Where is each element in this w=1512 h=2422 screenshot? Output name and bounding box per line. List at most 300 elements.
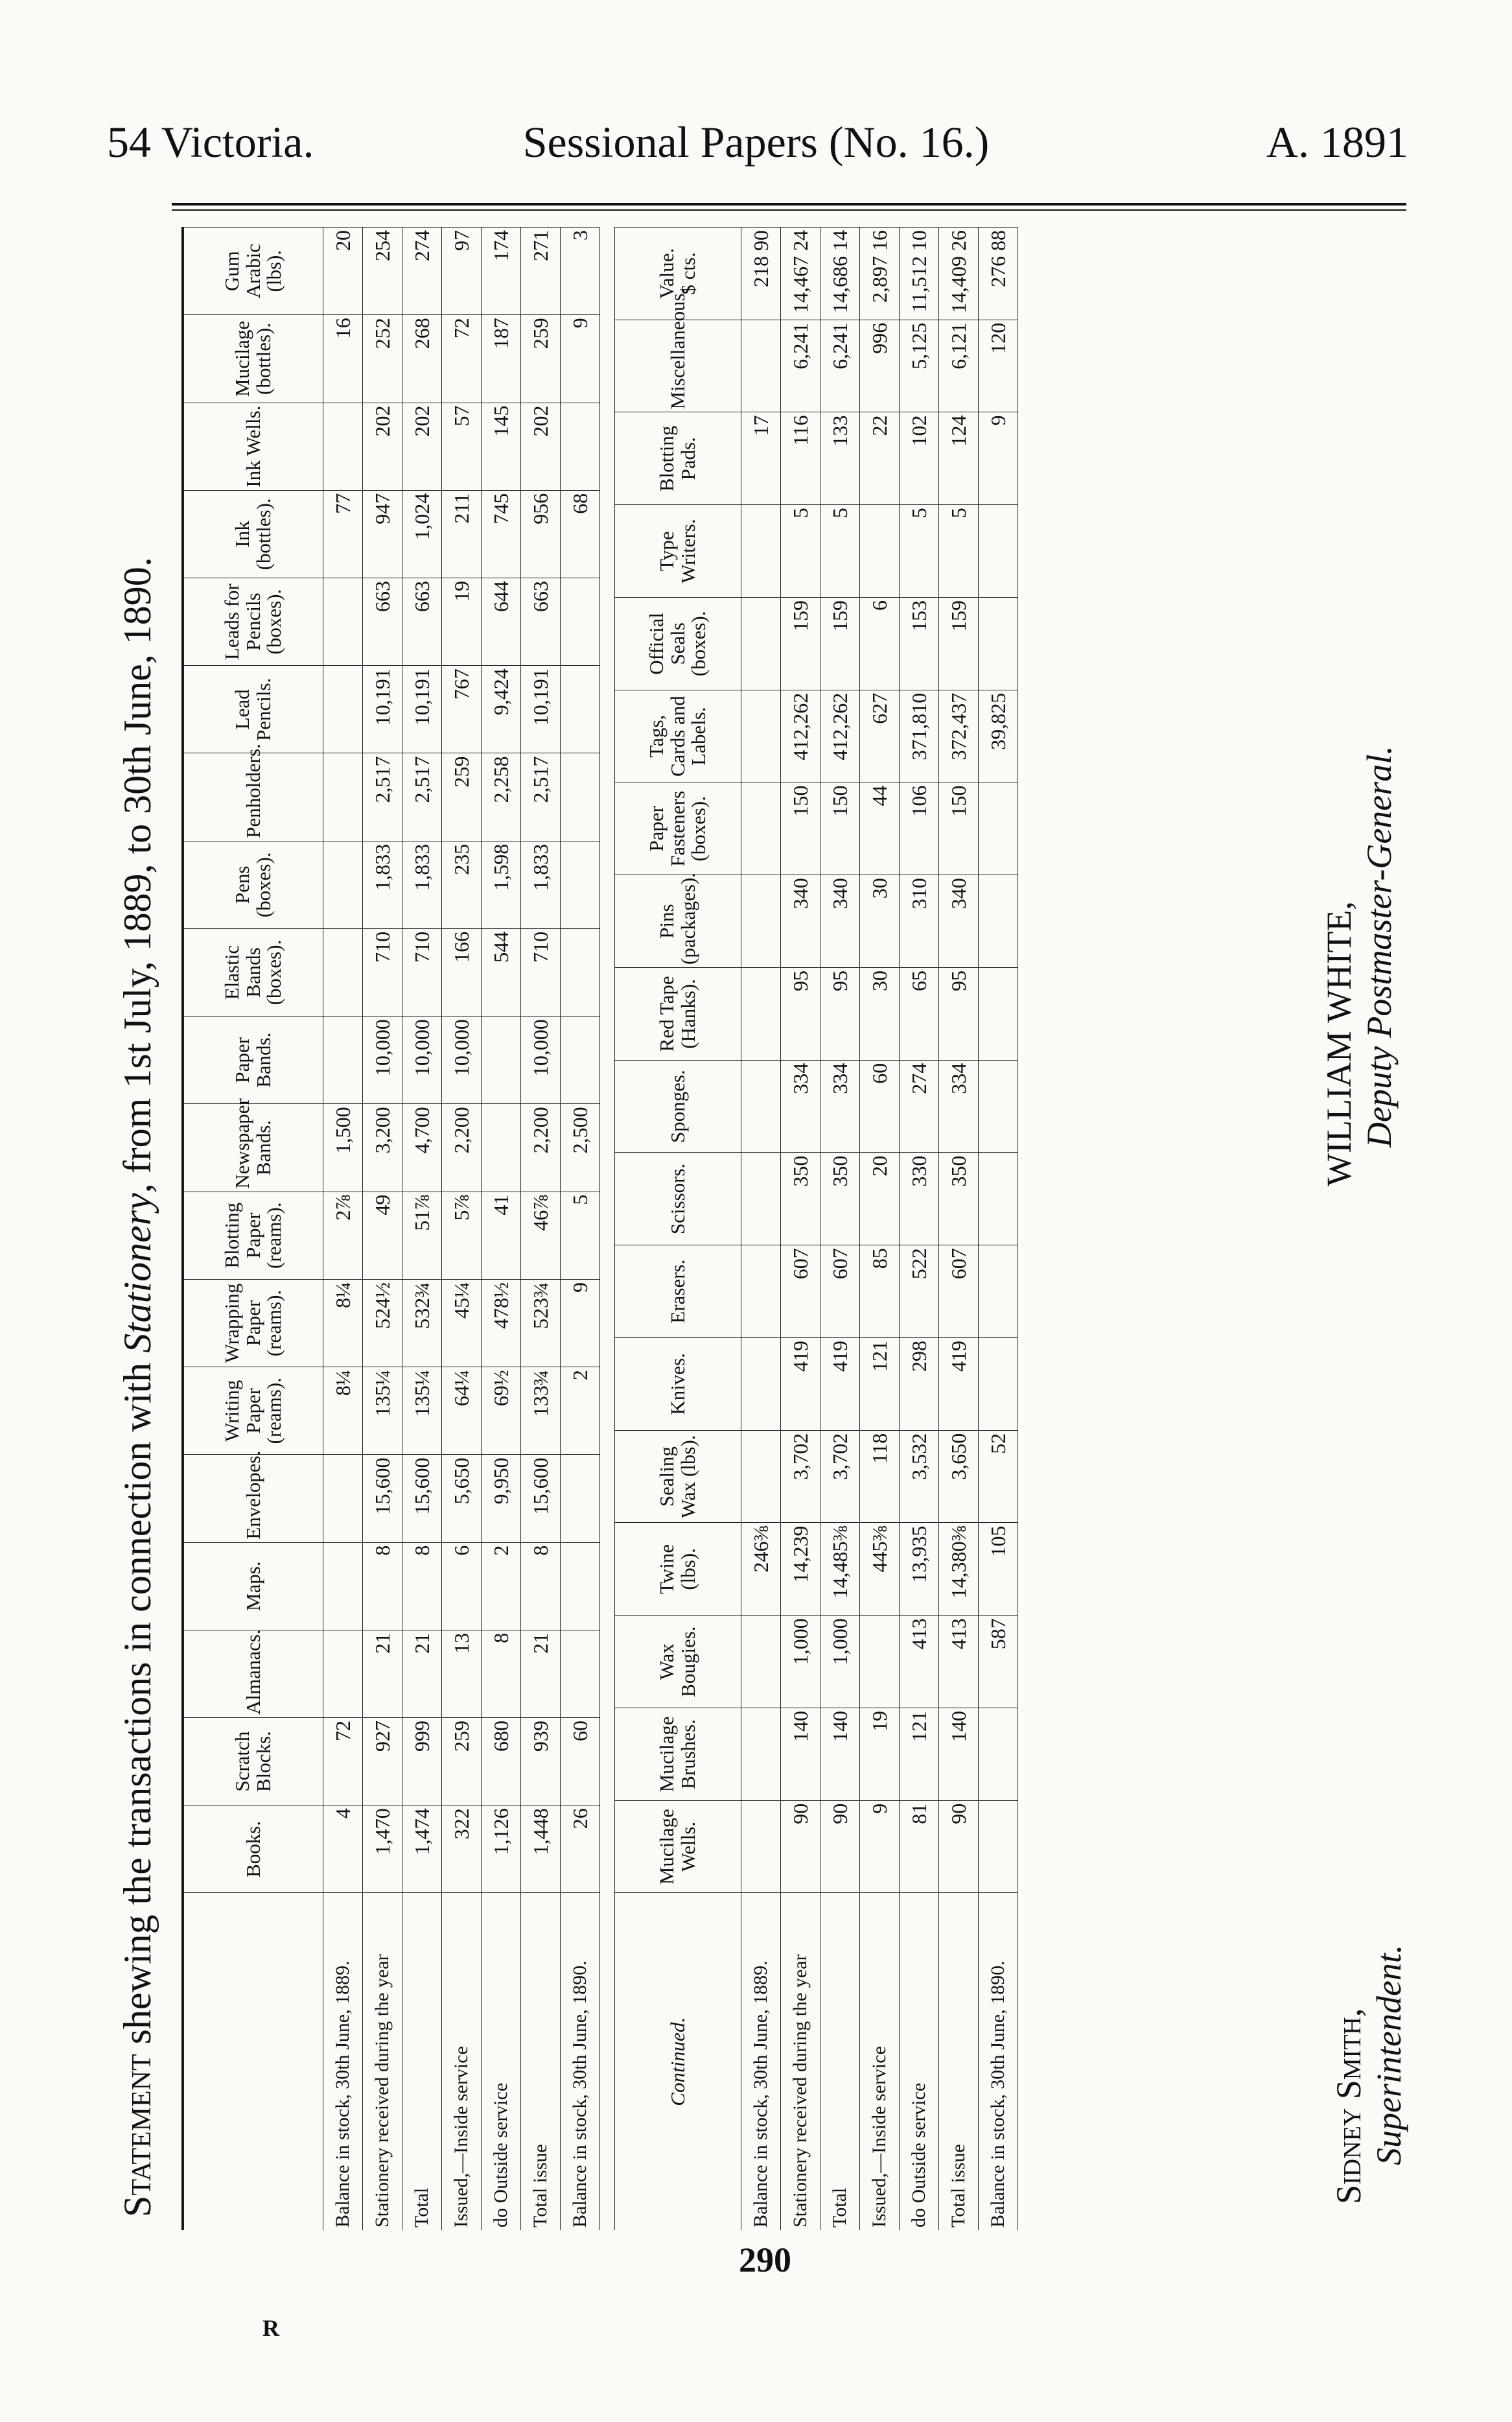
table-cell <box>323 1455 363 1542</box>
table-cell: 81 <box>900 1800 939 1893</box>
table-cell <box>561 578 600 665</box>
table-cell <box>979 505 1018 598</box>
table-cell: 372,437 <box>939 690 979 782</box>
column-header: Pins (packages). <box>615 875 741 968</box>
table-cell: 532¾ <box>402 1279 442 1367</box>
table-row <box>521 228 561 2231</box>
table-cell <box>323 578 363 665</box>
table-cell: 10,000 <box>521 1017 561 1104</box>
table-cell: 20 <box>323 228 363 315</box>
table-cell: 15,600 <box>521 1455 561 1542</box>
table-row <box>900 228 939 2231</box>
table-cell: 124 <box>939 412 979 505</box>
table-cell <box>323 666 363 753</box>
table-cell: 9 <box>561 315 600 403</box>
table-cell: 8 <box>521 1542 561 1630</box>
table-cell: 710 <box>402 928 442 1016</box>
table-cell: 371,810 <box>900 690 939 782</box>
column-header: Mucilage Brushes. <box>615 1708 741 1801</box>
row-label: Total issue <box>521 1893 561 2230</box>
table-cell: 10,191 <box>402 666 442 753</box>
table-cell: 10,191 <box>363 666 402 753</box>
table-cell: 60 <box>860 1060 900 1153</box>
table-cell: 21 <box>363 1630 402 1717</box>
table-cell: 8 <box>363 1542 402 1630</box>
table-cell <box>741 505 781 598</box>
table-cell: 105 <box>979 1523 1018 1616</box>
table-cell: 334 <box>820 1060 860 1153</box>
table-cell: 95 <box>820 968 860 1061</box>
table-cell: 5,650 <box>442 1455 482 1542</box>
table-cell: 44 <box>860 782 900 875</box>
stationery-table-continued <box>614 227 1018 2230</box>
table-cell: 57 <box>442 403 482 490</box>
table-cell: 150 <box>820 782 860 875</box>
table-cell: 8¼ <box>323 1367 363 1455</box>
table-cell: 20 <box>860 1153 900 1245</box>
table-cell: 413 <box>939 1616 979 1708</box>
table-cell: 2,517 <box>363 753 402 841</box>
row-label: Total <box>402 1893 442 2230</box>
table-cell <box>561 1630 600 1717</box>
column-header: Red Tape (Hanks). <box>615 968 741 1061</box>
table-cell: 211 <box>442 490 482 578</box>
column-header: Sponges. <box>615 1060 741 1153</box>
table-cell: 767 <box>442 666 482 753</box>
column-header: Blotting Pads. <box>615 412 741 505</box>
signature-left-title: Superintendent. <box>1369 1944 1409 2165</box>
table-cell: 52 <box>979 1430 1018 1523</box>
column-header: Lead Pencils. <box>184 666 323 753</box>
table-cell: 218 90 <box>741 228 781 320</box>
table-cell: 19 <box>860 1708 900 1801</box>
table-row <box>939 228 979 2231</box>
row-label: Total <box>820 1893 860 2230</box>
table-cell: 644 <box>482 578 521 665</box>
table-cell <box>323 928 363 1016</box>
table-row <box>820 228 860 2231</box>
table-cell: 45¼ <box>442 1279 482 1367</box>
table-cell: 5 <box>781 505 820 598</box>
table-cell: 21 <box>521 1630 561 1717</box>
table-cell: 21 <box>402 1630 442 1717</box>
table-cell: 202 <box>402 403 442 490</box>
table-cell <box>979 1153 1018 1245</box>
table-cell: 3,200 <box>363 1104 402 1192</box>
table-cell: 26 <box>561 1805 600 1893</box>
column-header: Mucilage Wells. <box>615 1800 741 1893</box>
table-cell: 246⅜ <box>741 1523 781 1616</box>
table-cell: 202 <box>363 403 402 490</box>
table-cell: 90 <box>781 1800 820 1893</box>
table-cell: 419 <box>939 1338 979 1431</box>
table-cell <box>741 320 781 412</box>
table-cell: 6 <box>860 598 900 690</box>
header-rule <box>172 203 1406 206</box>
table-cell: 17 <box>741 412 781 505</box>
table-cell: 680 <box>482 1718 521 1805</box>
table-cell: 2,517 <box>402 753 442 841</box>
table-cell: 22 <box>860 412 900 505</box>
table-cell <box>323 403 363 490</box>
table-cell: 419 <box>820 1338 860 1431</box>
table-cell: 268 <box>402 315 442 403</box>
header-year: A. 1891 <box>1266 117 1408 167</box>
table-cell: 259 <box>442 753 482 841</box>
table-cell: 3,532 <box>900 1430 939 1523</box>
table-cell: 39,825 <box>979 690 1018 782</box>
row-label: Issued,—Inside service <box>442 1893 482 2230</box>
table-cell <box>979 1338 1018 1431</box>
table-cell: 1,474 <box>402 1805 442 1893</box>
table-cell <box>561 841 600 928</box>
table-cell <box>482 1104 521 1192</box>
table-cell: 276 88 <box>979 228 1018 320</box>
table-cell: 4,700 <box>402 1104 442 1192</box>
column-header: Pens (boxes). <box>184 841 323 928</box>
table-cell: 51⅞ <box>402 1192 442 1279</box>
table-cell <box>741 598 781 690</box>
table-cell: 6,241 <box>820 320 860 412</box>
table-cell: 15,600 <box>363 1455 402 1542</box>
table-cell <box>741 968 781 1061</box>
table-cell: 2,500 <box>561 1104 600 1192</box>
table-cell: 60 <box>561 1718 600 1805</box>
table-cell: 340 <box>781 875 820 968</box>
table-cell: 121 <box>900 1708 939 1801</box>
table-cell: 5,125 <box>900 320 939 412</box>
table-row <box>860 228 900 2231</box>
table-cell: 478½ <box>482 1279 521 1367</box>
table-cell: 5 <box>900 505 939 598</box>
table-cell: 3 <box>561 228 600 315</box>
continued-label: Continued. <box>666 2017 689 2106</box>
row-label: Balance in stock, 30th June, 1889. <box>741 1893 781 2230</box>
table-cell <box>741 1708 781 1801</box>
table-cell: 663 <box>402 578 442 665</box>
table-row <box>781 228 820 2231</box>
table-cell: 14,467 24 <box>781 228 820 320</box>
signature-right-name: WILLIAM WHITE, <box>1320 901 1358 1186</box>
table-cell <box>741 1060 781 1153</box>
signature-superintendent <box>1329 1945 1409 2204</box>
table-cell <box>979 598 1018 690</box>
column-header: Type Writers. <box>615 505 741 598</box>
column-header: Books. <box>184 1805 323 1893</box>
table-cell <box>741 690 781 782</box>
table-row <box>561 228 600 2231</box>
table-cell: 607 <box>939 1245 979 1338</box>
table-cell: 627 <box>860 690 900 782</box>
column-header: Newspaper Bands. <box>184 1104 323 1192</box>
table-cell <box>323 841 363 928</box>
table-cell: 544 <box>482 928 521 1016</box>
page-number: 290 <box>739 2240 791 2279</box>
header-title: Sessional Papers (No. 16.) <box>522 117 990 167</box>
table-cell: 9,950 <box>482 1455 521 1542</box>
table-cell: 2,200 <box>521 1104 561 1192</box>
table-cell: 46⅞ <box>521 1192 561 1279</box>
table-cell <box>979 968 1018 1061</box>
row-label: Stationery received during the year <box>363 1893 402 2230</box>
table-cell: 121 <box>860 1338 900 1431</box>
table-cell: 133 <box>820 412 860 505</box>
table-cell: 30 <box>860 968 900 1061</box>
table-cell: 9 <box>561 1279 600 1367</box>
table-cell: 135¼ <box>363 1367 402 1455</box>
table-cell: 140 <box>820 1708 860 1801</box>
table-cell: 14,485⅜ <box>820 1523 860 1616</box>
table-cell: 330 <box>900 1153 939 1245</box>
table-cell: 2,897 16 <box>860 228 900 320</box>
table-cell: 412,262 <box>820 690 860 782</box>
table-cell <box>561 666 600 753</box>
table-cell: 334 <box>781 1060 820 1153</box>
column-header: Penholders. <box>184 753 323 841</box>
table-cell: 133¾ <box>521 1367 561 1455</box>
table-cell: 14,686 14 <box>820 228 860 320</box>
table-cell: 14,239 <box>781 1523 820 1616</box>
table-cell: 274 <box>900 1060 939 1153</box>
table-cell: 947 <box>363 490 402 578</box>
table-cell: 350 <box>939 1153 979 1245</box>
table-cell: 15,600 <box>402 1455 442 1542</box>
row-label: Balance in stock, 30th June, 1890. <box>561 1893 600 2230</box>
table-cell: 927 <box>363 1718 402 1805</box>
table-cell: 298 <box>900 1338 939 1431</box>
table-cell: 2⅞ <box>323 1192 363 1279</box>
signature-left-name: Sidney Smith, <box>1329 2008 1368 2204</box>
table-cell: 607 <box>781 1245 820 1338</box>
table-cell: 4 <box>323 1805 363 1893</box>
table-cell: 2,517 <box>521 753 561 841</box>
table-cell: 1,598 <box>482 841 521 928</box>
table-cell: 2 <box>482 1542 521 1630</box>
table-row <box>363 228 402 2231</box>
table-cell: 9 <box>860 1800 900 1893</box>
table-cell: 10,000 <box>402 1017 442 1104</box>
table-cell: 663 <box>363 578 402 665</box>
title-middle: shewing the transactions in connection with <box>116 1352 159 2054</box>
table-cell: 413 <box>900 1616 939 1708</box>
statement-title <box>115 557 160 2217</box>
table-cell: 10,000 <box>442 1017 482 1104</box>
table-cell <box>979 1708 1018 1801</box>
table-cell: 120 <box>979 320 1018 412</box>
table-cell: 5 <box>939 505 979 598</box>
table-cell: 5 <box>561 1192 600 1279</box>
table-cell: 150 <box>781 782 820 875</box>
table-cell: 19 <box>442 578 482 665</box>
column-header: Scratch Blocks. <box>184 1718 323 1805</box>
row-label: Issued,—Inside service <box>860 1893 900 2230</box>
table-cell: 310 <box>900 875 939 968</box>
table-cell <box>741 1245 781 1338</box>
table-cell <box>561 1017 600 1104</box>
table-row <box>323 228 363 2231</box>
table-cell: 1,470 <box>363 1805 402 1893</box>
table-cell: 2 <box>561 1367 600 1455</box>
column-header: Sealing Wax (lbs). <box>615 1430 741 1523</box>
table-cell: 5 <box>820 505 860 598</box>
table-cell <box>741 1616 781 1708</box>
column-header: Blotting Paper (reams). <box>184 1192 323 1279</box>
table-cell: 1,833 <box>402 841 442 928</box>
table-cell: 5⅞ <box>442 1192 482 1279</box>
table-cell: 16 <box>323 315 363 403</box>
row-label: do Outside service <box>482 1893 521 2230</box>
marginal-mark: R <box>262 2315 279 2341</box>
table-cell <box>561 1542 600 1630</box>
header-session: 54 Victoria. <box>107 117 314 167</box>
table-cell: 2,258 <box>482 753 521 841</box>
table-cell: 64¼ <box>442 1367 482 1455</box>
table-cell: 65 <box>900 968 939 1061</box>
table-cell: 8 <box>402 1542 442 1630</box>
table-cell: 6 <box>442 1542 482 1630</box>
table-cell: 607 <box>820 1245 860 1338</box>
table-cell: 140 <box>939 1708 979 1801</box>
title-suffix: , from 1st July, 1889, to 30th June, 1890. <box>116 557 159 1193</box>
column-header: Erasers. <box>615 1245 741 1338</box>
table-cell <box>741 875 781 968</box>
row-label: Balance in stock, 30th June, 1890. <box>979 1893 1018 2230</box>
table-cell: 523¾ <box>521 1279 561 1367</box>
table-cell: 322 <box>442 1805 482 1893</box>
table-cell <box>323 1542 363 1630</box>
table-row <box>979 228 1018 2231</box>
table-cell: 274 <box>402 228 442 315</box>
column-header: Tags, Cards and Labels. <box>615 690 741 782</box>
table-corner <box>184 1893 323 2230</box>
table-cell: 159 <box>820 598 860 690</box>
table-cell: 13 <box>442 1630 482 1717</box>
table-cell <box>323 1630 363 1717</box>
table-cell: 334 <box>939 1060 979 1153</box>
table-cell: 999 <box>402 1718 442 1805</box>
table-cell: 97 <box>442 228 482 315</box>
value-header-label: Value. <box>655 248 679 300</box>
table-cell: 956 <box>521 490 561 578</box>
table-cell: 1,833 <box>521 841 561 928</box>
table-cell <box>860 505 900 598</box>
table-cell <box>561 1455 600 1542</box>
table-cell: 9,424 <box>482 666 521 753</box>
table-cell: 1,833 <box>363 841 402 928</box>
table-cell <box>561 753 600 841</box>
signature-right-title: Deputy Postmaster-General. <box>1360 746 1399 1147</box>
column-header: Envelopes. <box>184 1455 323 1542</box>
table-cell <box>979 782 1018 875</box>
table-cell: 187 <box>482 315 521 403</box>
table-cell: 10,000 <box>363 1017 402 1104</box>
table-cell: 30 <box>860 875 900 968</box>
table-row <box>442 228 482 2231</box>
table-cell: 145 <box>482 403 521 490</box>
table-cell: 85 <box>860 1245 900 1338</box>
table-cell: 3,702 <box>820 1430 860 1523</box>
table-cell: 41 <box>482 1192 521 1279</box>
table-cell: 174 <box>482 228 521 315</box>
table-cell: 68 <box>561 490 600 578</box>
table-cell: 710 <box>521 928 561 1016</box>
column-header: Miscellaneous. <box>615 320 741 412</box>
signature-deputy-postmaster <box>1319 746 1399 1186</box>
table-cell: 1,000 <box>781 1616 820 1708</box>
table-cell: 1,448 <box>521 1805 561 1893</box>
table-cell: 202 <box>521 403 561 490</box>
table-cell: 1,126 <box>482 1805 521 1893</box>
table-cell: 8¼ <box>323 1279 363 1367</box>
table-cell: 6,121 <box>939 320 979 412</box>
table-cell: 8 <box>482 1630 521 1717</box>
table-cell: 69½ <box>482 1367 521 1455</box>
table-cell <box>323 753 363 841</box>
column-header: Writing Paper (reams). <box>184 1367 323 1455</box>
table-cell <box>979 875 1018 968</box>
table-cell <box>741 1338 781 1431</box>
table-cell: 2,200 <box>442 1104 482 1192</box>
table-cell: 939 <box>521 1718 561 1805</box>
table-cell: 49 <box>363 1192 402 1279</box>
column-header: Paper Fasteners (boxes). <box>615 782 741 875</box>
column-header: Maps. <box>184 1542 323 1630</box>
table-cell: 77 <box>323 490 363 578</box>
table-cell: 72 <box>442 315 482 403</box>
table-cell: 90 <box>820 1800 860 1893</box>
table-cell: 1,000 <box>820 1616 860 1708</box>
title-italic: Stationery <box>116 1193 159 1353</box>
table-cell: 10,191 <box>521 666 561 753</box>
column-header: Scissors. <box>615 1153 741 1245</box>
row-label: Total issue <box>939 1893 979 2230</box>
table-cell: 95 <box>939 968 979 1061</box>
column-header: Knives. <box>615 1338 741 1431</box>
table-cell: 710 <box>363 928 402 1016</box>
column-header: Wrapping Paper (reams). <box>184 1279 323 1367</box>
table-cell: 587 <box>979 1616 1018 1708</box>
table-cell <box>979 1800 1018 1893</box>
column-header: Gum Arabic (lbs). <box>184 228 323 315</box>
column-header: Twine (lbs). <box>615 1523 741 1616</box>
table-cell: 159 <box>781 598 820 690</box>
row-label: Stationery received during the year <box>781 1893 820 2230</box>
table-cell: 116 <box>781 412 820 505</box>
table-cell <box>482 1017 521 1104</box>
table-cell: 271 <box>521 228 561 315</box>
table-cell: 135¼ <box>402 1367 442 1455</box>
table-cell: 259 <box>521 315 561 403</box>
title-prefix: Statement <box>116 2054 159 2217</box>
table-cell: 445⅜ <box>860 1523 900 1616</box>
table-cell <box>561 928 600 1016</box>
table-cell <box>860 1616 900 1708</box>
table-cell <box>741 1153 781 1245</box>
header-rule-thin <box>172 209 1406 211</box>
value-units: $ cts. <box>677 252 699 295</box>
table-row <box>402 228 442 2231</box>
table-row <box>482 228 521 2231</box>
table-cell: 72 <box>323 1718 363 1805</box>
table-cell: 106 <box>900 782 939 875</box>
column-header: Ink (bottles). <box>184 490 323 578</box>
table-cell: 524½ <box>363 1279 402 1367</box>
table-cell <box>323 1017 363 1104</box>
stationery-table <box>183 227 600 2230</box>
table-cell: 6,241 <box>781 320 820 412</box>
table-row <box>741 228 781 2231</box>
table-cell: 11,512 10 <box>900 228 939 320</box>
